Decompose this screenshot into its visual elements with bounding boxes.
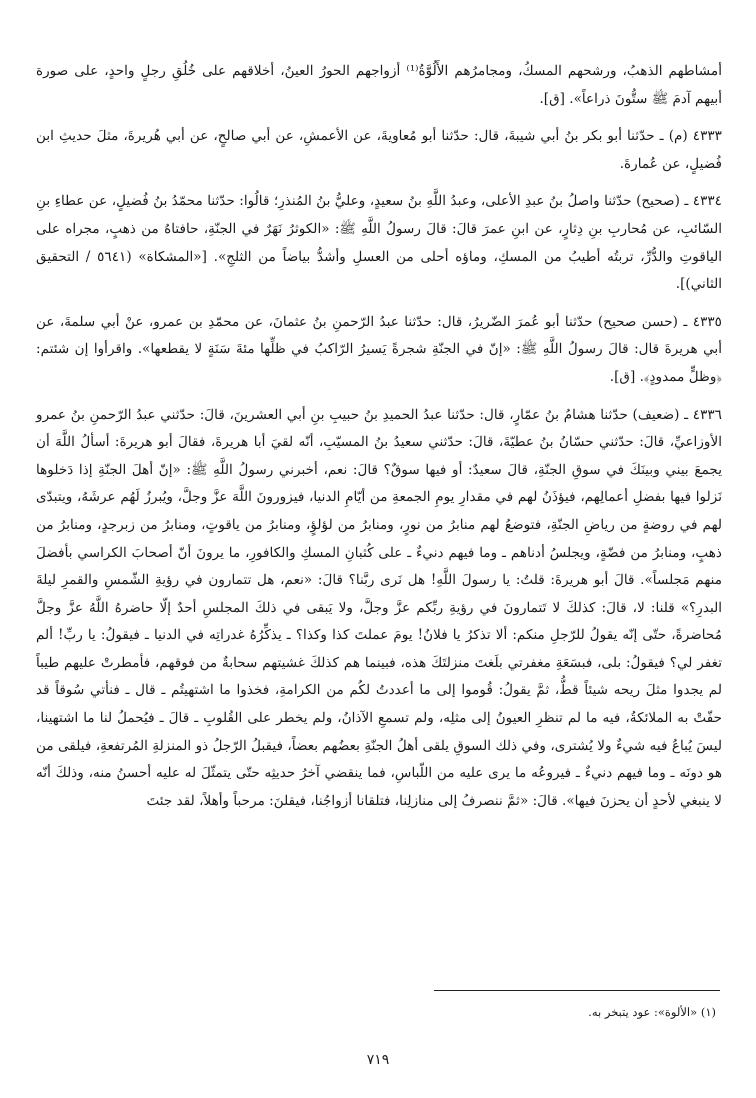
page-number: ٧١٩ [366,1052,390,1068]
paragraph-hadith-4336: ٤٣٣٦ ـ (ضعيف) حدّثنا هشامُ بنُ عمّارٍ، قال: حدّثنا عبدُ الحميدِ بنُ حبيبِ بنِ أبي العشرينَ، قالَ: حدّثني عبدُ الرّحمنِ بنُ عمرو الأوزاعيِّ، قالَ: حدّثني حسّانُ بنُ عطيّةَ، قالَ: حدّثني سعيدُ بنُ المسيّبِ، أنّه لقيَ أبا هريرةَ، فقالَ أبو هريرةَ: أسألُ اللَّهَ أن يجمعَ بيني وبينَكَ في سوقِ الجنّةِ، قالَ سعيدٌ: أو فيها سوقٌ؟ قالَ: نعم، أخبرني رسولُ اللَّهِ ﷺ: «إنّ أهلَ الجنّةِ إذا دَخلوها نَزلوا فيها بفضلِ أعمالِهم، فيؤذَنُ لهم في مقدارِ يومِ الجمعةِ من أيّامِ الدنيا، فيزورونَ اللَّهَ عزَّ وجلَّ، ويُبرزُ لَهُم عرشَهُ، ويتبدّى لهم في روضةٍ من رياضِ الجنّةِ، فتوضعُ لهم منابرُ من نورٍ، ومنابرُ من لؤلؤٍ، ومنابرُ من ياقوتٍ، ومنابرُ من زبرجدٍ، ومنابرُ من ذهبٍ، ومنابرُ من فضّةٍ، ويجلسُ أدناهم ـ وما فيهم دنيءٌ ـ على كُثبانِ المسكِ والكافورِ، ما يرونَ أنّ أصحابَ الكراسي بأفضلَ منهم مَجلساً». قالَ أبو هريرةَ: قلتُ: يا رسولَ اللَّهِ! هل نَرى ربَّنا؟ قالَ: «نعم، هل تتمارون في رؤيةِ الشّمسِ والقمرِ ليلةَ البدرِ؟» قلنا: لا، قالَ: كذلكَ لا تَتمارونَ في رؤيةِ ربِّكم عزَّ وجلَّ، ولا يَبقى في ذلكَ المجلسِ أحدٌ إلّا حاضرهُ اللَّهُ عزَّ وجلَّ مُحاضرةً، حتّى إنّه يقولُ للرّجلِ منكم: ألا تذكرُ يا فلانُ! يومَ عملتَ كذا وكذا؟ ـ يذكِّرُهُ غدراتِه في الدنيا ـ فيقولُ: يا ربِّ! ألم تغفر لي؟ فيقولُ: بلى، فبسَعَةِ مغفرتي بلَغتَ منزلتَكَ هذه، فبينما هم كذلكَ غشيتهم سحابةٌ من فوقهم، فأمطرتْ عليهم طيباً لم يجدوا مثلَ ريحه شيئاً قطُّ، ثمَّ يقولُ: قُوموا إلى ما أعددتُ لكُم من الكرامةِ، فخذوا ما اشتهيتُم ـ قال ـ فنأتي سُوقاً قد حفّتْ به الملائكةُ، فيه ما لم تنظرِ العيونُ إلى مثلِه، ولم تسمعِ الآذانُ، ولم يخطر على القُلوبِ ـ قالَ ـ فيُحملُ لنا ما اشتهينا، ليسَ يُباعُ فيه شيءٌ ولا يُشترى، وفي ذلك السوقِ يلقى أهلُ الجنّةِ بعضُهم بعضاً، فيقبلُ الرّجلُ ذو المنزلةِ المُرتفعةِ، فيلقى من هو دونَه ـ وما فيهم دنيءٌ ـ فيروعُه ما يرى عليه من اللّباسِ، فما ينقضي آخرُ حديثِه حتّى يتمثّلَ له عليه أحسنُ منه، وذلكَ أنّه لا ينبغي لأحدٍ أن يحزنَ فيها». قالَ: «ثمَّ ننصرفُ إلى منازلِنا، فتلقانا أزواجُنا، فيقلنَ: مرحباً وأهلاً، لقد جئتَ [36,406,722,809]
paragraph-hadith-4334: ٤٣٣٤ ـ (صحيح) حدّثنا واصلُ بنُ عبدِ الأعلى، وعبدُ اللَّهِ بنُ سعيدٍ، وعليُّ بنُ المُنذرِ؛ قالُوا: حدّثنا محمّدُ بنُ فُضيلٍ، عن عطاءِ بنِ السّائبِ، عن مُحاربِ بنِ دِثارٍ، عن ابنِ عمرَ قالَ: قالَ رسولُ اللَّهِ ﷺ: «الكوثرُ نَهَرٌ في الجنّةِ، حافتاهُ من ذهبٍ، مجراه على الياقوتِ والدُّرِّ، تربتُه أطيبُ من المسكِ، وماؤه أحلى من العسلِ وأشدُّ بياضاً من الثلجِ». [«المشكاة» (٥٦٤١ / التحقيق الثاني)]. [36,193,722,293]
footnote-divider [434,990,720,991]
page-body [36,50,722,825]
paragraph-hadith-4332-end: أمشاطهم الذهبُ، ورشحهم المسكُ، ومجامرُهم الأَلُوَّةُ⁽¹⁾ أزواجهم الحورُ العينُ، أخلاقهم على خُلُقِ رجلٍ واحدٍ، على صورة أبيهم آدمَ ﷺ ستُّونَ ذراعاً». [ق]. [36,63,722,107]
paragraph-hadith-4333: ٤٣٣٣ (م) ـ حدّثنا أبو بكر بنُ أبي شيبةَ، قال: حدّثنا أبو مُعاويةَ، عن الأعمشِ، عن أبي صالحٍ، عن أبي هُريرةَ، مثلَ حديثِ ابن فُضيلٍ، عن عُمارةَ. [36,128,722,172]
paragraph-hadith-4335: ٤٣٣٥ ـ (حسن صحيح) حدّثنا أبو عُمرَ الضّريرُ، قال: حدّثنا عبدُ الرّحمنِ بنُ عثمانَ، عن محمّدِ بن عمرو، عنْ أبي سلمةَ، عن أبي هريرةَ قال: قالَ رسولُ اللَّهِ ﷺ: «إنّ في الجنّةِ شجرةً يَسيرُ الرّاكبُ في ظلِّها مئةَ سَنَةٍ لا يقطعها». واقرأوا إن شئتم: ﴿وظلٍّ ممدودٍ﴾. [ق]. [36,313,722,385]
footnote: (١) «الألوة»: عود يتبخر به. [588,1005,716,1019]
